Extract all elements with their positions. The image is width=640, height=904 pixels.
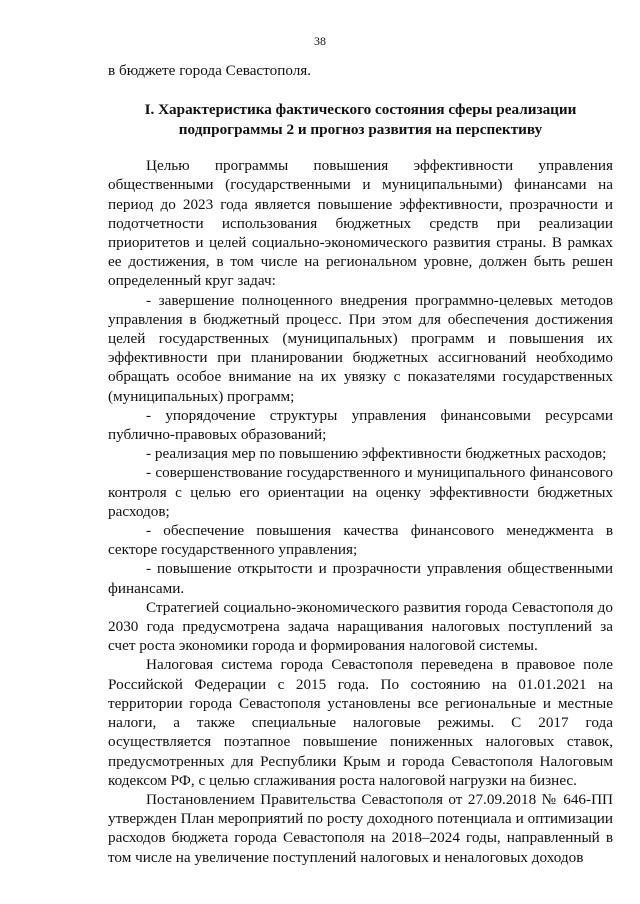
list-item-resource-management: - упорядочение структуры управления финансовыми ресурсами публично-правовых образований;	[108, 406, 613, 444]
section-heading-line-1: I. Характеристика фактического состояния сферы реализации	[144, 101, 577, 119]
paragraph-tax-system: Налоговая система города Севастополя переведена в правовое поле Российской Федерации с 2015 года. По состоянию на 01.01.2021 на территории города Севастополя установлены все региональные и местные налоги, а также специальные налоговые режимы. С 2017 года осуществляется поэтапное повышение пониженных налоговых ставок, предусмотренных для Республики Крым и города Севастополя Налоговым кодексом РФ, с целью сглаживания роста налоговой нагрузки на бизнес.	[108, 656, 613, 789]
section-heading-line-2: подпрограммы 2 и прогноз развития на перспективу	[178, 120, 543, 138]
document-body	[108, 61, 613, 867]
list-item-program-methods: - завершение полноценного внедрения программно-целевых методов управления в бюджетный процесс. При этом для обеспечения достижения целей государственных (муниципальных) программ и повышения их эффективности при планировании бюджетных ассигнований необходимо обращать особое внимание на их увязку с показателями государственных (муниципальных) программ;	[108, 291, 613, 405]
list-item-financial-control: - совершенствование государственного и муниципального финансового контроля с целью его ориентации на оценку эффективности бюджетных расходов;	[108, 464, 613, 520]
continuation-line: в бюджете города Севастополя.	[108, 62, 312, 79]
list-item-efficiency-measures: - реализация мер по повышению эффективности бюджетных расходов;	[146, 445, 607, 463]
paragraph-resolution: Постановлением Правительства Севастополя от 27.09.2018 № 646-ПП утвержден План мероприятий по росту доходного потенциала и оптимизации расходов бюджета города Севастополя на 2018–2024 годы, направленный в том числе на увеличение поступлений налоговых и неналоговых доходов	[108, 790, 613, 866]
paragraph-strategy: Стратегией социально-экономического развития города Севастополя до 2030 года предусмотрена задача наращивания налоговых поступлений за счет роста экономики города и формирования налоговой системы.	[108, 598, 613, 655]
paragraph-goal: Целью программы повышения эффективности управления общественными (государственными и муниципальными) финансами на период до 2023 года является повышение эффективности, прозрачности и подотчетности использования бюджетных средств при реализации приоритетов и целей социально-экономического развития страны. В рамках ее достижения, в том числе на региональном уровне, должен быть решен определенный круг задач:	[108, 157, 613, 290]
list-item-financial-management: - обеспечение повышения качества финансового менеджмента в секторе государственного управления;	[108, 522, 613, 559]
list-item-transparency: - повышение открытости и прозрачности управления общественными финансами.	[108, 560, 613, 597]
page-number: 38	[314, 34, 326, 48]
section-heading	[108, 100, 613, 139]
